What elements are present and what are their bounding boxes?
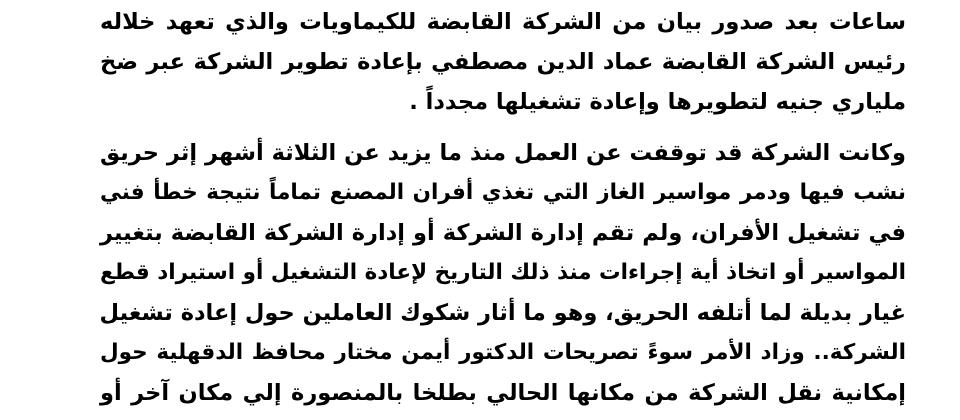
paragraph-1 bbox=[100, 2, 906, 122]
paragraph-line: رئيس الشركة القابضة عماد الدين مصطفي بإعادة تطوير الشركة عبر ضخ bbox=[100, 49, 906, 75]
paragraph-line: غيار بديلة لما أتلفه الحريق، وهو ما أثار شكوك العاملين حول إعادة تشغيل bbox=[99, 300, 906, 326]
paragraph-line: المواسير أو اتخاذ أية إجراءات منذ ذلك التاريخ لإعادة التشغيل أو استيراد قطع bbox=[100, 260, 906, 285]
paragraph-line: إمكانية نقل الشركة من مكانها الحالي بطلخا بالمنصورة إلي مكان آخر أو bbox=[100, 380, 906, 406]
paragraph-line: الشركة.. وزاد الأمر سوءً تصريحات الدكتور أيمن مختار محافظ الدقهلية حول bbox=[100, 340, 906, 365]
paragraph-line: وكانت الشركة قد توقفت عن العمل منذ ما يزيد عن الثلاثة أشهر إثر حريق bbox=[100, 140, 906, 166]
paragraph-line: ساعات بعد صدور بيان من الشركة القابضة للكيماويات والذي تعهد خلاله bbox=[100, 9, 906, 35]
paragraph-2 bbox=[100, 133, 906, 413]
paragraph-line: نشب فيها ودمر مواسير الغاز التي تغذي أفران المصنع تماماً نتيجة خطأ فني bbox=[100, 180, 906, 205]
paragraph-line: ملياري جنيه لتطويرها وإعادة تشغيلها مجدداً . bbox=[409, 89, 906, 115]
paragraph-line: في تشغيل الأفران، ولم تقم إدارة الشركة أو إدارة الشركة القابضة بتغيير bbox=[100, 220, 906, 246]
